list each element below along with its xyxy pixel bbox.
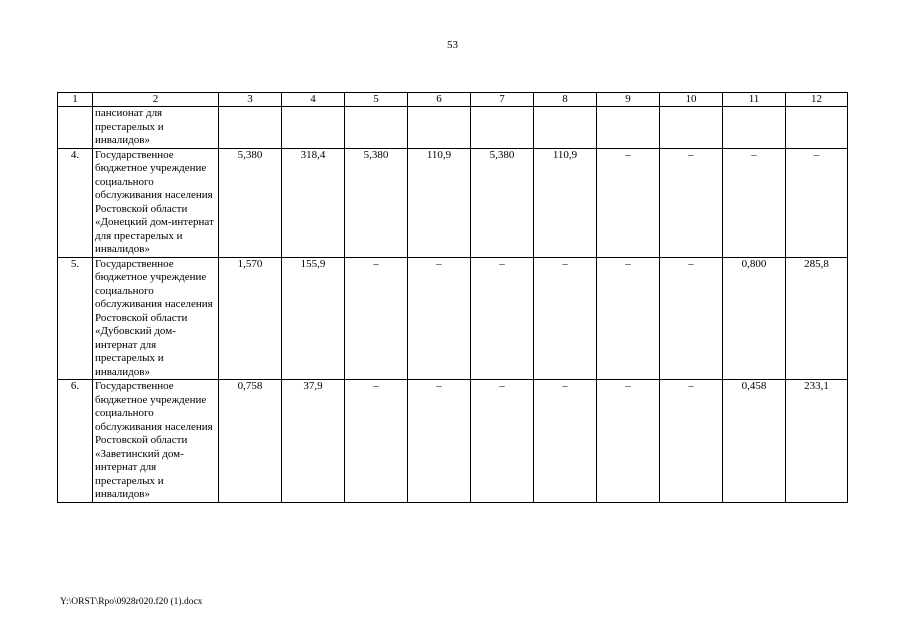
column-header: 3 [219,93,282,107]
cell-value: 110,9 [408,148,471,257]
cell-value: – [345,380,408,503]
column-header: 6 [408,93,471,107]
footer-file-path: Y:\ORST\Rpo\0928r020.f20 (1).docx [60,597,203,607]
cell-value: – [660,257,723,380]
column-header: 10 [660,93,723,107]
cell-value: – [471,257,534,380]
column-header: 7 [471,93,534,107]
cell-value [723,107,786,149]
cell-value [345,107,408,149]
institution-name: Государственное бюджетное учреждение социального обслуживания населения Ростовской области «Заветинский дом-интернат для престарелых и инвалидов» [93,380,219,503]
data-table [57,92,848,503]
column-header: 4 [282,93,345,107]
cell-value: 110,9 [534,148,597,257]
cell-value: – [660,380,723,503]
institution-name: Государственное бюджетное учреждение социального обслуживания населения Ростовской области «Донецкий дом-интернат для престарелых и инвалидов» [93,148,219,257]
cell-value [219,107,282,149]
cell-value [408,107,471,149]
row-number: 6. [58,380,93,503]
cell-value: 1,570 [219,257,282,380]
column-header: 2 [93,93,219,107]
cell-value: – [723,148,786,257]
cell-value: – [534,380,597,503]
cell-value: – [597,257,660,380]
column-header: 8 [534,93,597,107]
cell-value [786,107,848,149]
cell-value: 233,1 [786,380,848,503]
cell-value: 0,458 [723,380,786,503]
cell-value: – [786,148,848,257]
cell-value [282,107,345,149]
header-row [58,93,848,107]
institution-name: пансионат для престарелых и инвалидов» [93,107,219,149]
row-number: 4. [58,148,93,257]
cell-value: – [534,257,597,380]
cell-value: – [408,380,471,503]
cell-value: 318,4 [282,148,345,257]
column-header: 12 [786,93,848,107]
cell-value: – [345,257,408,380]
column-header: 9 [597,93,660,107]
table-row [58,257,848,380]
institution-name: Государственное бюджетное учреждение социального обслуживания населения Ростовской области «Дубовский дом-интернат для престарелых и инвалидов» [93,257,219,380]
cell-value: 5,380 [219,148,282,257]
cell-value [597,107,660,149]
page-number: 53 [447,39,458,51]
table-row [58,107,848,149]
cell-value: – [597,148,660,257]
row-number [58,107,93,149]
cell-value: 37,9 [282,380,345,503]
cell-value: 285,8 [786,257,848,380]
cell-value: 0,800 [723,257,786,380]
cell-value [471,107,534,149]
cell-value: – [597,380,660,503]
row-number: 5. [58,257,93,380]
table-row [58,148,848,257]
cell-value: – [660,148,723,257]
cell-value [534,107,597,149]
cell-value [660,107,723,149]
cell-value: 5,380 [471,148,534,257]
cell-value: 155,9 [282,257,345,380]
cell-value: – [471,380,534,503]
cell-value: 5,380 [345,148,408,257]
cell-value: 0,758 [219,380,282,503]
column-header: 11 [723,93,786,107]
cell-value: – [408,257,471,380]
column-header: 5 [345,93,408,107]
column-header: 1 [58,93,93,107]
table-row [58,380,848,503]
